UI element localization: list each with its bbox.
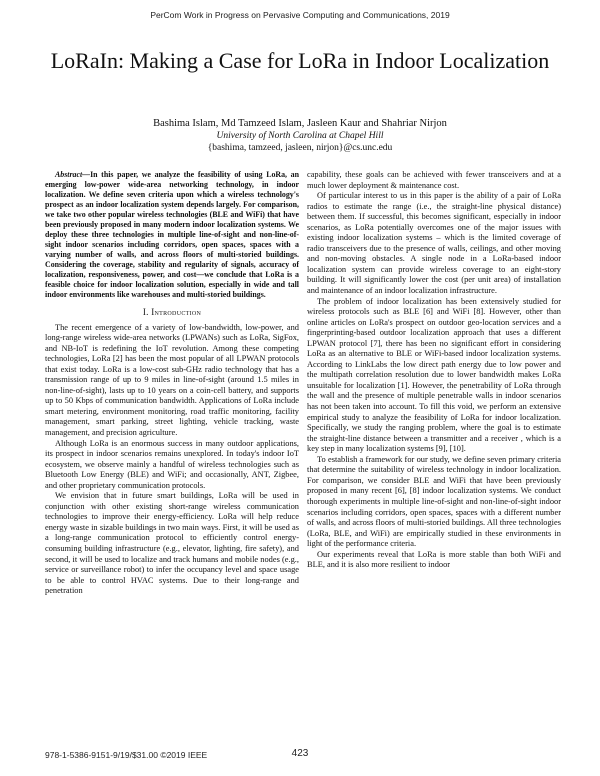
paper-email: {bashima, tamzeed, jasleen, nirjon}@cs.unc.edu <box>207 143 393 153</box>
paper-affiliation: University of North Carolina at Chapel Hill <box>216 131 384 141</box>
right-column <box>307 170 561 571</box>
paragraph: capability, these goals can be achieved with fewer transceivers and at a much lower deployment & maintenance cost. <box>307 170 561 190</box>
page-number: 423 <box>291 748 309 759</box>
abstract-text: In this paper, we analyze the feasibility of using LoRa, an emerging low-power wide-area networking technology, in indoor localization. We define seven criteria upon which a wireless technology's prospect as an indoor localization system depends largely. For comparison, we take two other popular wireless technologies (BLE and WiFi) that have been previously proposed in many modern indoor localization systems. We deploy these three technologies in multiple line-of-sight and non-line-of-sight indoor scenarios including corridors, open spaces, spaces with a varying number of walls, and across floors of multi-storied buildings. Considering the coverage, stability and regularity of signals, accuracy of localization, responsiveness, power, and cost—we conclude that LoRa is a feasible choice for indoor localization solution, especially in wide and tall indoor environments like warehouses and multi-storied buildings. <box>45 170 299 299</box>
paper-title: LoRaIn: Making a Case for LoRa in Indoor Localization <box>50 48 550 73</box>
paragraph: We envision that in future smart buildings, LoRa will be used in conjunction with other existing short-range wireless communication technologies to improve their energy-efficiency. LoRa will help reduce energy waste in sizable buildings in two main ways. First, it will be used as a long-range communication protocol to efficiently control energy-consuming building infrastructure (e.g., elevator, lighting, fire safety), and second, it will be used to localize and track humans and mobile nodes (e.g., service or surveillance robot) to infer the occupancy level and space usage to be able to control HVAC systems. Due to their long-range and penetration <box>45 491 299 596</box>
abstract <box>45 170 299 300</box>
section-heading-introduction: I. Introduction <box>142 307 202 317</box>
left-column <box>45 170 299 597</box>
paragraph: The problem of indoor localization has been extensively studied for wireless protocols such as BLE [6] and WiFi [8]. However, other than online articles on LoRa's prospect on outdoor geo-location services and a fingerprinting-based outdoor localization approach that uses a different LPWAN protocol [7], there has been no significant effort in considering LoRa as an alternative to BLE or WiFi-based indoor localization systems. According to LinkLabs the low direct path energy due to low power and the multipath correlation resolution due to lower bandwidth makes LoRa unsuitable for localization [1]. However, the penetrability of LoRa through the wall and the presence of multiple penetrable walls in indoor scenarios has not been taken into account. To fill this void, we perform an extensive empirical study to analyze the feasibility of LoRa for indoor localization. Specifically, we study the ranging problem, where the goal is to estimate the straight-line distance between a transmitter and a receiver , which is a key step in many localization systems [9], [10]. <box>307 296 561 454</box>
footer-isbn: 978-1-5386-9151-9/19/$31.00 ©2019 IEEE <box>45 750 208 760</box>
abstract-lead: Abstract— <box>55 170 91 179</box>
venue-header: PerCom Work in Progress on Pervasive Computing and Communications, 2019 <box>150 10 450 20</box>
paragraph: Of particular interest to us in this paper is the ability of a pair of LoRa radios to estimate the range (i.e., the straight-line physical distance) between them. If successful, this becomes significant, especially in indoor scenarios, as LoRa potentially overcomes one of the major issues with existing indoor localization systems – which is the limited coverage of radio transceivers due to the presence of walls, ceilings, and other moving and non-moving obstacles. A single node in a LoRa-based indoor localization system can provide wireless coverage to an eight-story building. It will significantly lower the cost (per unit area) of installation and maintenance of an indoor localization infrastructure. <box>307 191 561 296</box>
paragraph: Although LoRa is an enormous success in many outdoor applications, its prospect in indoor scenarios remains unexplored. In today's indoor IoT ecosystem, we observe mainly a handful of wireless technologies such as Bluetooth Low Energy (BLE) and WiFi; and occasionally, ANT, Zigbee, and other proprietary communication protocols. <box>45 438 299 490</box>
paragraph: To establish a framework for our study, we define seven primary criteria that determine the suitability of wireless technology in indoor localization. For comparison, we consider BLE and WiFi that have been previously proposed in many recent [6], [8] indoor localization systems. We conduct thorough experiments in multiple line-of-sight and non-line-of-sight indoor scenarios including corridors, open spaces, spaces with a different number of walls, and across floors of multi-storied buildings. All three technologies (LoRa, BLE, and WiFi) are empirically studied in these environments in light of the performance criteria. <box>307 454 561 549</box>
paper-authors: Bashima Islam, Md Tamzeed Islam, Jasleen Kaur and Shahriar Nirjon <box>153 118 447 129</box>
paragraph: Our experiments reveal that LoRa is more stable than both WiFi and BLE, and it is also more resilient to indoor <box>307 549 561 570</box>
paragraph: The recent emergence of a variety of low-bandwidth, low-power, and long-range wireless wide-area networks (LPWANs) such as LoRa, SigFox, and NB-IoT is redefining the IoT revolution. Among these competing technologies, LoRa [2] has been the most popular of all LPWAN protocols that exist today. LoRa is a low-cost sub-GHz radio technology that has a transmission range of up to 9 miles in line-of-sight (around 1.5 miles in non-line-of-sight), lasts up to 10 years on a coin-cell battery, and supports up to 50 Kbps of communication bandwidth. Applications of LoRa include smart metering, environment monitoring, road traffic monitoring, facility management, smart parking, street lighting, vehicle tracking, waste management, and precision agriculture. <box>45 322 299 438</box>
